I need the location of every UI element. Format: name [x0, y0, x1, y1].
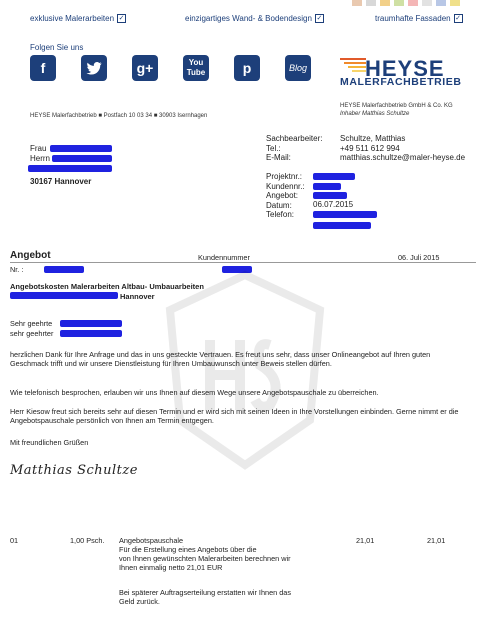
- meta-label: Angebot:: [266, 191, 299, 200]
- tagline-item: einzigartiges Wand- & Bodendesign ✓: [185, 14, 323, 23]
- contact-email[interactable]: matthias.schultze@maler-heyse.de: [340, 153, 466, 162]
- company-owner: Inhaber Matthias Schultze: [340, 111, 410, 117]
- contact-name: Schultze, Matthias: [340, 134, 406, 143]
- contact-phone: +49 511 612 994: [340, 143, 400, 153]
- sender-line: HEYSE Malerfachbetrieb ■ Postfach 10 03 34 ■ 30903 Isernhagen: [30, 113, 208, 119]
- tagline-item: traumhafte Fassaden ✓: [375, 14, 462, 23]
- color-swatch: [408, 0, 418, 6]
- contact-label: Sachbearbeiter:: [266, 134, 323, 143]
- paragraph-1: herzlichen Dank für Ihre Anfrage und das in uns gesteckte Vertrauen. Es freut uns sehr, dass unser Onlineangebot auf Ihren guten Geschmack trifft und wir unsere Dienstleistung für Ihren Umbauwunsch unter Beweis stellen dürfen.: [10, 350, 431, 368]
- recipient-salutation-1: Frau: [30, 144, 47, 153]
- greeting-1: Sehr geehrte: [10, 319, 53, 328]
- company-line: HEYSE Malerfachbetrieb GmbH & Co. KG: [340, 103, 453, 109]
- redaction: [313, 211, 377, 218]
- recipient-city: 30167 Hannover: [30, 177, 92, 186]
- logo-name: HEYSE: [365, 56, 445, 81]
- redaction: [313, 192, 347, 199]
- position-number: 01: [10, 536, 19, 545]
- offer-title: Angebot: [10, 250, 51, 261]
- check-icon: ✓: [455, 15, 462, 23]
- offer-subject: Angebotskosten Malerarbeiten Altbau- Umbauarbeiten: [10, 282, 204, 291]
- offer-number-label: Nr. :: [10, 265, 24, 274]
- pinterest-icon[interactable]: p: [234, 55, 260, 81]
- color-swatch: [422, 0, 432, 6]
- google-plus-icon[interactable]: g+: [132, 55, 158, 81]
- meta-label: Telefon:: [266, 210, 295, 219]
- customer-number-label: Kundennummer: [198, 253, 250, 262]
- redaction: [10, 292, 118, 299]
- position-unit-price: 21,01: [356, 536, 375, 545]
- paragraph-3: Herr Kiesow freut sich bereits sehr auf diesen Termin und er wird sich mit seinen Ideen in Ihre Vorstellungen einbinden. Gerne nimmt er die Angebotspauschale persönlich von Ihnen am Termin entgegen.: [10, 407, 459, 425]
- contact-label: E-Mail:: [266, 153, 291, 162]
- position-total: 21,01: [427, 536, 446, 545]
- meta-label: Kundennr.:: [266, 181, 305, 191]
- tagline-item: exklusive Malerarbeiten ✓: [30, 14, 125, 23]
- greeting-2: sehr geehrter: [10, 329, 54, 338]
- position-quantity: 1,00 Psch.: [70, 536, 105, 545]
- redaction: [313, 183, 341, 190]
- redaction: [28, 165, 112, 172]
- offer-date: 06. Juli 2015: [398, 253, 440, 262]
- redaction: [44, 266, 84, 273]
- redaction: [313, 222, 371, 229]
- color-swatch: [380, 0, 390, 6]
- check-icon: ✓: [316, 15, 323, 23]
- closing: Mit freundlichen Grüßen: [10, 438, 89, 447]
- redaction: [60, 330, 122, 337]
- color-swatch: [352, 0, 362, 6]
- blog-icon[interactable]: Blog: [285, 55, 311, 81]
- youtube-icon[interactable]: You Tube: [183, 55, 209, 81]
- redaction: [313, 173, 355, 180]
- recipient-salutation-2: Herrn: [30, 154, 51, 163]
- contact-label: Tel.:: [266, 143, 281, 153]
- color-swatch: [366, 0, 376, 6]
- logo-stripes-icon: [338, 58, 366, 74]
- twitter-icon[interactable]: [81, 55, 107, 81]
- meta-label: Datum:: [266, 200, 292, 210]
- redaction: [52, 155, 112, 162]
- offer-subject-city: Hannover: [120, 292, 155, 301]
- color-swatch: [436, 0, 446, 6]
- follow-label: Folgen Sie uns: [30, 43, 84, 52]
- logo-subtitle: MALERFACHBETRIEB: [340, 76, 462, 88]
- redaction: [50, 145, 112, 152]
- check-icon: ✓: [118, 15, 125, 23]
- color-swatch: [450, 0, 460, 6]
- paragraph-2: Wie telefonisch besprochen, erlauben wir uns Ihnen auf diesem Wege unsere Angebotspauschale zu überreichen.: [10, 388, 379, 397]
- position-title: Angebotspauschale: [119, 536, 184, 545]
- meta-label: Projektnr.:: [266, 172, 303, 181]
- divider: [10, 262, 476, 263]
- contact-values: [340, 134, 465, 163]
- position-description: Für die Erstellung eines Angebots über die von Ihnen gewünschten Malerarbeiten berechnen wir Ihnen einmalig netto 21,01 EUR: [119, 545, 291, 572]
- color-swatch: [394, 0, 404, 6]
- meta-date: 06.07.2015: [313, 200, 354, 209]
- redaction: [60, 320, 122, 327]
- position-note: Bei späterer Auftragserteilung erstatten wir Ihnen das Geld zurück.: [119, 588, 291, 606]
- signature: Matthias Schultze: [10, 463, 138, 478]
- meta-labels: [266, 172, 305, 220]
- contact-labels: [266, 134, 322, 163]
- facebook-icon[interactable]: f: [30, 55, 56, 81]
